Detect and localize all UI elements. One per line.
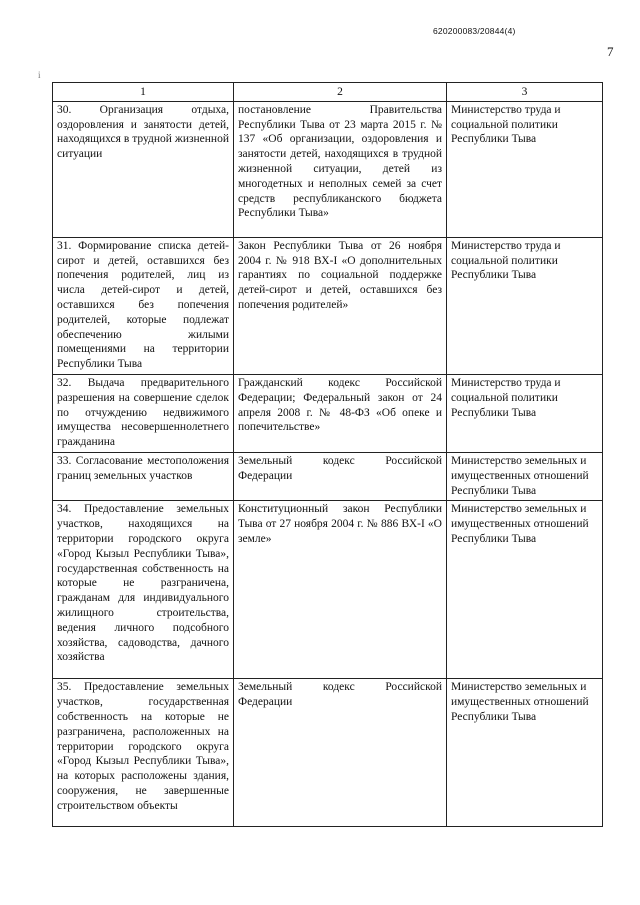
column-number: 3 [447, 83, 603, 102]
authority-cell: Министерство земельных и имущественных отношений Республики Тыва [447, 501, 603, 679]
table-row [53, 237, 603, 374]
legal-basis-cell: Земельный кодекс Российской Федерации [234, 679, 447, 827]
authority-cell: Министерство труда и социальной политики Республики Тыва [447, 374, 603, 452]
legal-basis-cell: Закон Республики Тыва от 26 ноября 2004 г. № 918 ВХ-I «О дополнительных гарантиях по социальной поддержке детей-сирот и детей, оставшихся без попечения родителей» [234, 237, 447, 374]
margin-mark: i [38, 70, 41, 80]
service-cell: 30. Организация отдыха, оздоровления и занятости детей, находящихся в трудной жизненной ситуации [53, 101, 234, 237]
page-number: 7 [607, 44, 614, 59]
column-number: 2 [234, 83, 447, 102]
table-row [53, 452, 603, 500]
authority-cell: Министерство земельных и имущественных отношений Республики Тыва [447, 679, 603, 827]
document-code: 620200083/20844(4) [433, 26, 516, 36]
service-cell: 35. Предоставление земельных участков, государственная собственность на которые не разграничена, расположенных на территории городского округа «Город Кызыл Республики Тыва», на которых расположены здания, сооружения, не завершенные строительством объекты [53, 679, 234, 827]
authority-cell: Министерство труда и социальной политики Республики Тыва [447, 237, 603, 374]
table-row [53, 679, 603, 827]
column-number-row [53, 83, 603, 102]
table-row [53, 501, 603, 679]
column-number: 1 [53, 83, 234, 102]
legal-basis-cell: Конституционный закон Республики Тыва от 27 ноября 2004 г. № 886 ВХ-I «О земле» [234, 501, 447, 679]
service-cell: 34. Предоставление земельных участков, находящихся на территории городского округа «Город Кызыл Республики Тыва», государственная собственность на которые не разграничена, гражданам для индивидуального жилищного строительства, ведения личного подсобного хозяйства, садоводства, дачного хозяйства [53, 501, 234, 679]
legal-basis-cell: Земельный кодекс Российской Федерации [234, 452, 447, 500]
authority-cell: Министерство земельных и имущественных отношений Республики Тыва [447, 452, 603, 500]
authority-cell: Министерство труда и социальной политики Республики Тыва [447, 101, 603, 237]
table-row [53, 101, 603, 237]
legal-basis-cell: постановление Правительства Республики Тыва от 23 марта 2015 г. № 137 «Об организации, оздоровления и занятости детей, находящихся в трудной жизненной ситуации, детей из многодетных и неполных семей за счет средств республиканского бюджета Республики Тыва» [234, 101, 447, 237]
table-row [53, 374, 603, 452]
service-cell: 31. Формирование списка детей-сирот и детей, оставшихся без попечения родителей, лиц из числа детей-сирот и детей, оставшихся без попечения родителей, которые подлежат обеспечению жилыми помещениями на территории Республики Тыва [53, 237, 234, 374]
service-cell: 32. Выдача предварительного разрешения на совершение сделок по отчуждению недвижимого имущества несовершеннолетнего гражданина [53, 374, 234, 452]
service-cell: 33. Согласование местоположения границ земельных участков [53, 452, 234, 500]
services-table [52, 82, 603, 827]
legal-basis-cell: Гражданский кодекс Российской Федерации; Федеральный закон от 24 апреля 2008 г. № 48-ФЗ «Об опеке и попечительстве» [234, 374, 447, 452]
